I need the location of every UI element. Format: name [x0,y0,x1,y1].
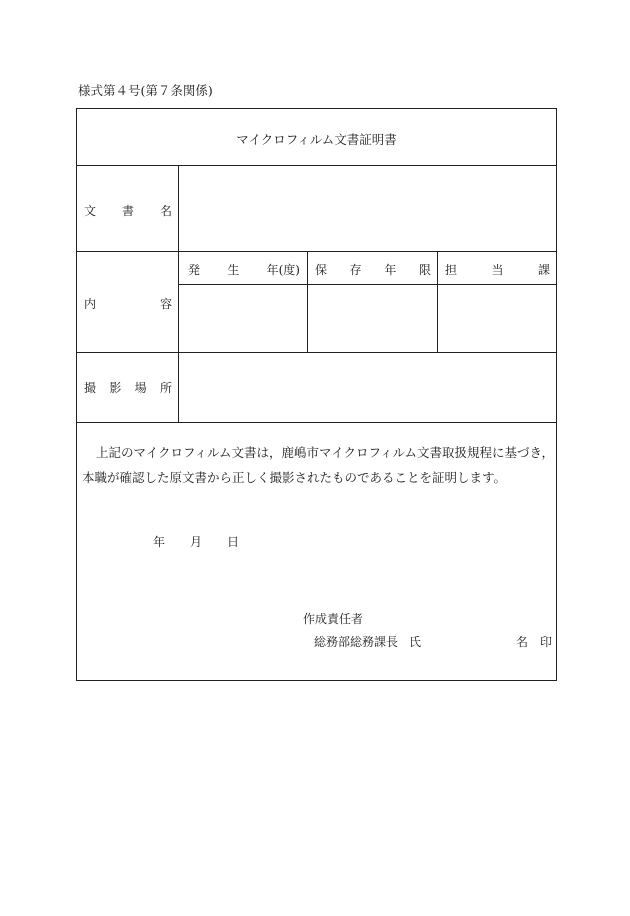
header-char: 発 [188,263,201,277]
label-char: 内 [84,297,97,311]
divider [77,251,556,252]
filming-location-label [84,379,172,396]
certificate-form [76,108,557,681]
retention-period-field[interactable] [308,285,437,352]
header-char: 生 [227,263,240,277]
header-char: 保 [315,263,328,277]
label-char: 文 [84,204,97,218]
origin-year-header [188,261,300,278]
date-year: 年 [153,535,166,549]
header-char: 担 [445,263,458,277]
divider [77,422,556,423]
retention-period-header [315,261,431,278]
label-char: 影 [109,381,122,395]
certification-statement: 上記のマイクロフィルム文書は，鹿嶋市マイクロフィルム文書取扱規程に基づき，本職が確認した原文書から正しく撮影されたものであることを証明します。 [82,445,555,485]
origin-year-field[interactable] [179,285,307,352]
header-char: 限 [418,263,431,277]
header-char: 年 [384,263,397,277]
document-title: マイクロフィルム文書証明書 [236,132,397,147]
header-char: 当 [491,263,504,277]
header-char: 年(度) [266,263,300,277]
responsible-section-field[interactable] [438,285,556,352]
header-char: 存 [349,263,362,277]
name-label: 氏 [409,635,422,649]
label-char: 容 [159,297,172,311]
form-number: 様式第４号(第７条関係) [78,83,213,98]
seal-name: 名 [516,635,529,649]
responsible-section-header [445,261,550,278]
document-name-field[interactable] [179,166,556,251]
label-char: 書 [121,204,134,218]
seal-mark: 印 [540,635,553,649]
label-char: 撮 [84,381,97,395]
preparer-label: 作成責任者 [303,612,364,626]
filming-location-field[interactable] [179,353,556,422]
preparer-title: 総務部総務課長 [314,635,399,649]
contents-label [84,295,172,312]
label-char: 名 [159,204,172,218]
date-day: 日 [227,535,240,549]
label-char: 所 [159,381,172,395]
document-name-label [84,202,172,219]
label-char: 場 [134,381,147,395]
date-month: 月 [190,535,203,549]
header-char: 課 [537,263,550,277]
